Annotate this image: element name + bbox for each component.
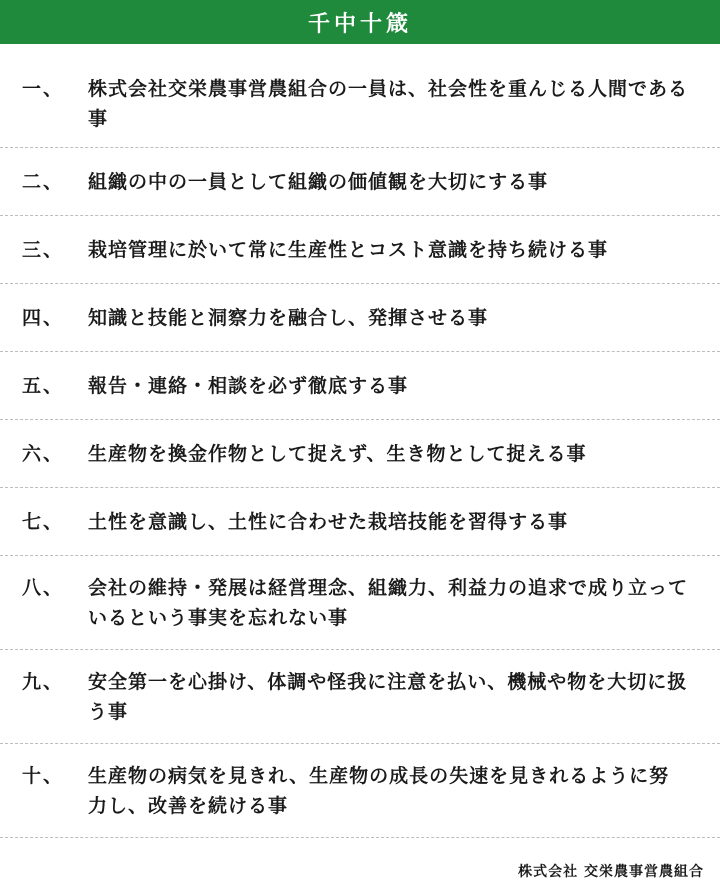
list-item: [0, 352, 720, 420]
item-text: 生産物を換金作物として捉えず、生き物として捉える事: [88, 443, 587, 465]
list-item: [0, 744, 720, 838]
item-number: 二、: [22, 171, 65, 193]
item-number: 八、: [22, 577, 65, 599]
item-number: 六、: [22, 443, 65, 465]
principles-list: [0, 44, 720, 838]
header-bar: [0, 0, 720, 44]
item-number: 一、: [22, 78, 65, 100]
list-item: [0, 284, 720, 352]
company-signature: 株式会社 交栄農事営農組合: [518, 864, 704, 880]
item-text: 株式会社交栄農事営農組合の一員は、社会性を重んじる人間である事: [88, 78, 689, 130]
item-number: 五、: [22, 375, 65, 397]
list-item: [0, 44, 720, 148]
item-number: 十、: [22, 765, 65, 787]
list-item: [0, 488, 720, 556]
item-text: 土性を意識し、土性に合わせた栽培技能を習得する事: [88, 511, 569, 533]
item-number: 四、: [22, 307, 65, 329]
list-item: [0, 556, 720, 650]
item-text: 知識と技能と洞察力を融合し、発揮させる事: [88, 307, 489, 329]
item-number: 九、: [22, 671, 65, 693]
item-number: 七、: [22, 511, 65, 533]
item-text: 生産物の病気を見きれ、生産物の成長の失速を見きれるように努力し、改善を続ける事: [88, 765, 670, 817]
list-item: [0, 216, 720, 284]
item-number: 三、: [22, 239, 65, 261]
item-text: 報告・連絡・相談を必ず徹底する事: [88, 375, 409, 397]
item-text: 組織の中の一員として組織の価値観を大切にする事: [88, 171, 549, 193]
list-item: [0, 420, 720, 488]
item-text: 会社の維持・発展は経営理念、組織力、利益力の追求で成り立っているという事実を忘れない事: [88, 577, 689, 629]
list-item: [0, 148, 720, 216]
item-text: 栽培管理に於いて常に生産性とコスト意識を持ち続ける事: [88, 239, 609, 261]
item-text: 安全第一を心掛け、体調や怪我に注意を払い、機械や物を大切に扱う事: [88, 671, 688, 723]
page-title: 千中十箴: [307, 10, 412, 37]
list-item: [0, 650, 720, 744]
